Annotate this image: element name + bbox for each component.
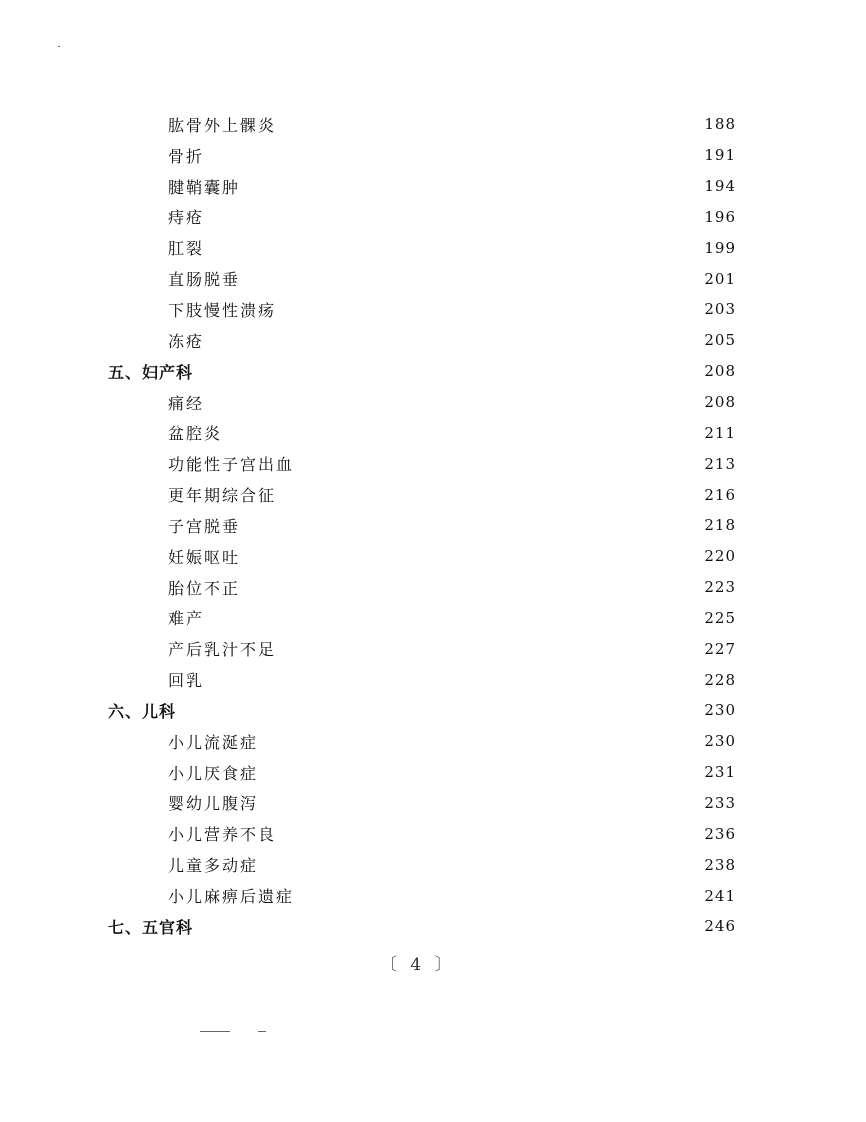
- toc-title: 小儿营养不良: [168, 825, 277, 845]
- toc-entry: [108, 880, 736, 911]
- dot-leader: [205, 147, 690, 163]
- toc-title: 六、儿科: [108, 701, 177, 721]
- toc-section: [108, 356, 736, 387]
- toc-title: 下肢慢性溃疡: [168, 300, 277, 320]
- toc-page: 216: [704, 485, 736, 504]
- dot-leader: [259, 857, 690, 873]
- toc-page: 203: [704, 300, 736, 319]
- toc-entry: [108, 263, 736, 294]
- toc-entry: [108, 140, 736, 171]
- toc-title: 肱骨外上髁炎: [168, 115, 277, 135]
- toc-page: 208: [704, 393, 736, 412]
- toc-page: 208: [704, 362, 736, 381]
- toc-entry: [108, 757, 736, 788]
- dot-leader: [223, 425, 690, 441]
- dot-leader: [277, 116, 690, 132]
- toc-entry: [108, 572, 736, 603]
- toc-entry: [108, 325, 736, 356]
- toc-entry: [108, 541, 736, 572]
- dot-leader: [194, 363, 690, 379]
- toc-entry: [108, 417, 736, 448]
- toc-title: 子宫脱垂: [168, 516, 241, 536]
- toc-entry: [108, 603, 736, 634]
- dot-leader: [259, 764, 690, 780]
- toc-entry: [108, 232, 736, 263]
- dot-leader: [277, 487, 690, 503]
- toc-page: 233: [704, 793, 736, 812]
- dot-leader: [194, 918, 690, 934]
- toc-page: 218: [704, 516, 736, 535]
- toc-entry: [108, 818, 736, 849]
- toc-page: 199: [704, 238, 736, 257]
- toc-entry: [108, 202, 736, 233]
- toc-title: 直肠脱垂: [168, 270, 241, 290]
- dot-leader: [259, 733, 690, 749]
- toc-entry: [108, 726, 736, 757]
- toc-page: 191: [704, 146, 736, 165]
- toc-page: 230: [704, 701, 736, 720]
- toc-entry: [108, 171, 736, 202]
- toc-title: 婴幼儿腹泻: [168, 794, 259, 814]
- dot-leader: [277, 301, 690, 317]
- dot-leader: [205, 240, 690, 256]
- toc-title: 小儿麻痹后遗症: [168, 887, 295, 907]
- toc-title: 五、妇产科: [108, 362, 194, 382]
- dot-leader: [295, 456, 690, 472]
- toc-entry: [108, 448, 736, 479]
- toc-title: 小儿流涎症: [168, 732, 259, 752]
- toc-page: 211: [704, 423, 736, 442]
- scan-mark: [258, 1031, 266, 1032]
- dot-leader: [205, 332, 690, 348]
- toc-page: 188: [704, 115, 736, 134]
- dot-leader: [241, 548, 690, 564]
- toc-entry: [108, 294, 736, 325]
- dot-leader: [241, 178, 690, 194]
- toc-title: 小儿厌食症: [168, 763, 259, 783]
- toc-page: 230: [704, 732, 736, 751]
- toc-page: 201: [704, 269, 736, 288]
- toc-title: 七、五官科: [108, 917, 194, 937]
- toc-page: 194: [704, 177, 736, 196]
- toc-title: 冻疮: [168, 331, 205, 351]
- toc-page: 223: [704, 578, 736, 597]
- toc-title: 功能性子宫出血: [168, 455, 295, 475]
- toc-title: 痔疮: [168, 208, 205, 228]
- toc-page: 231: [704, 763, 736, 782]
- toc-title: 腱鞘囊肿: [168, 177, 241, 197]
- toc-section: [108, 695, 736, 726]
- dot-leader: [277, 826, 690, 842]
- dot-leader: [205, 610, 690, 626]
- dot-leader: [205, 672, 690, 688]
- dot-leader: [241, 271, 690, 287]
- toc-title: 痛经: [168, 393, 205, 413]
- dot-leader: [295, 888, 690, 904]
- toc-entry: [108, 633, 736, 664]
- toc-entry: [108, 109, 736, 140]
- toc-entry: [108, 788, 736, 819]
- toc-page: 238: [704, 855, 736, 874]
- toc-page: 236: [704, 824, 736, 843]
- toc-page: 227: [704, 639, 736, 658]
- toc-page: 241: [704, 886, 736, 905]
- toc-page: 205: [704, 331, 736, 350]
- toc-entry: [108, 387, 736, 418]
- toc-entry: [108, 510, 736, 541]
- toc-page: 228: [704, 670, 736, 689]
- toc-entry: [108, 849, 736, 880]
- scan-mark: [200, 1031, 230, 1032]
- toc-page: 225: [704, 608, 736, 627]
- dot-leader: [241, 579, 690, 595]
- toc-page: 196: [704, 207, 736, 226]
- scan-speck: [58, 46, 60, 47]
- dot-leader: [205, 394, 690, 410]
- toc-entry: [108, 479, 736, 510]
- toc-title: 骨折: [168, 146, 205, 166]
- toc-page: 220: [704, 547, 736, 566]
- toc-title: 盆腔炎: [168, 424, 223, 444]
- toc-title: 更年期综合征: [168, 486, 277, 506]
- dot-leader: [205, 209, 690, 225]
- toc-page: 213: [704, 454, 736, 473]
- dot-leader: [177, 702, 690, 718]
- table-of-contents: [108, 109, 736, 942]
- toc-title: 难产: [168, 609, 205, 629]
- toc-title: 儿童多动症: [168, 856, 259, 876]
- dot-leader: [259, 795, 690, 811]
- toc-title: 回乳: [168, 671, 205, 691]
- toc-section: [108, 911, 736, 942]
- toc-page: 246: [704, 917, 736, 936]
- toc-title: 肛裂: [168, 239, 205, 259]
- toc-title: 产后乳汁不足: [168, 640, 277, 660]
- toc-entry: [108, 664, 736, 695]
- dot-leader: [277, 641, 690, 657]
- dot-leader: [241, 517, 690, 533]
- page-number: 〔 4 〕: [380, 955, 456, 975]
- toc-title: 妊娠呕吐: [168, 547, 241, 567]
- toc-title: 胎位不正: [168, 578, 241, 598]
